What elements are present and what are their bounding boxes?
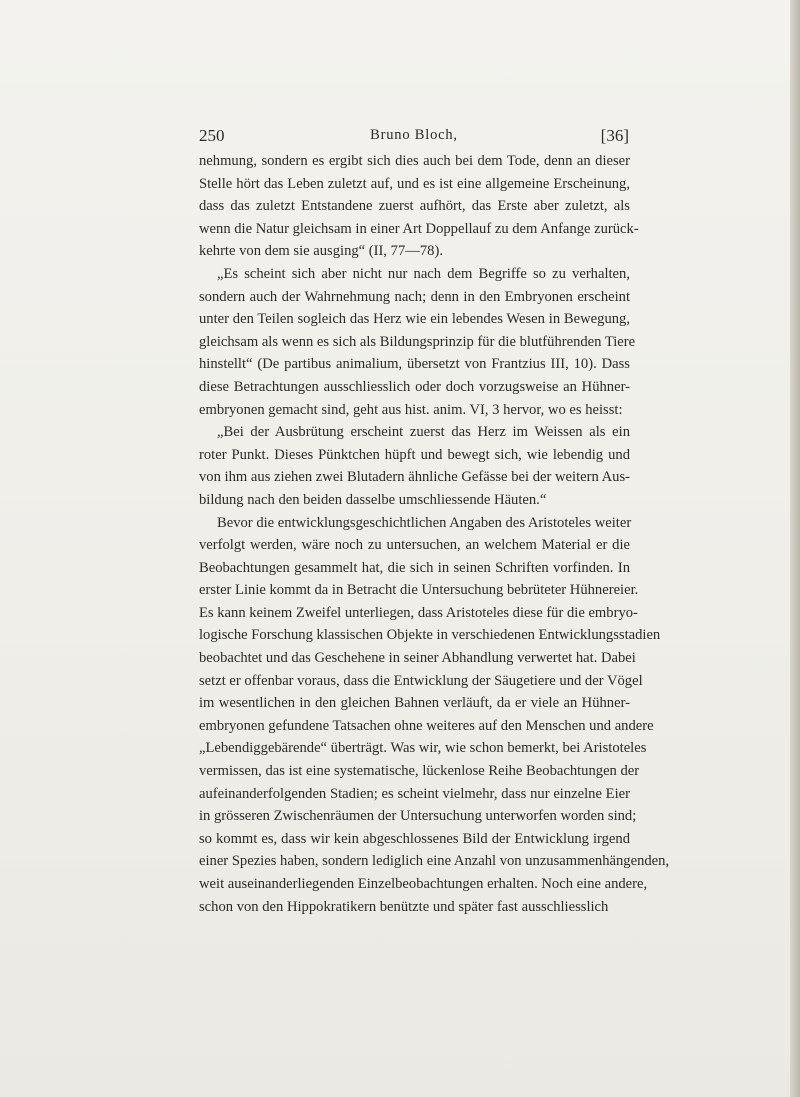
- text-line: Stelle hört das Leben zuletzt auf, und es ist eine allgemeine Erscheinung,: [199, 175, 630, 192]
- section-number: [36]: [600, 126, 629, 145]
- text-line: von ihm aus ziehen zwei Blutadern ähnliche Gefässe bei der weitern Aus-: [199, 469, 630, 486]
- text-line: beobachtet und das Geschehene in seiner Abhandlung verwertet hat. Dabei: [199, 650, 636, 667]
- text-line: hinstellt“ (De partibus animalium, übersetzt von Frantzius III, 10). Dass: [199, 356, 630, 373]
- text-line: erster Linie kommt da in Betracht die Untersuchung bebrüteter Hühnereier.: [199, 582, 639, 599]
- text-line: Bevor die entwicklungsgeschichtlichen Angaben des Aristoteles weiter: [217, 514, 632, 531]
- paragraph: [199, 150, 639, 263]
- body-text: [199, 150, 670, 918]
- text-line: logische Forschung klassischen Objekte in verschiedenen Entwicklungsstadien: [199, 627, 661, 644]
- text-line: bildung nach den beiden dasselbe umschliessende Häuten.“: [199, 491, 547, 508]
- running-head: [199, 126, 629, 150]
- text-line: kehrte von dem sie ausging“ (II, 77—78).: [199, 243, 443, 260]
- text-line: im wesentlichen in den gleichen Bahnen verläuft, da er viele an Hühner-: [199, 695, 630, 712]
- text-line: embryonen gefundene Tatsachen ohne weiteres auf den Menschen und andere: [199, 717, 654, 734]
- text-line: „Bei der Ausbrütung erscheint zuerst das Herz im Weissen als ein: [217, 424, 630, 441]
- text-line: embryonen gemacht sind, geht aus hist. anim. VI, 3 hervor, wo es heisst:: [199, 401, 623, 418]
- text-line: Beobachtungen gesammelt hat, die sich in seinen Schriften vorfinden. In: [199, 559, 630, 576]
- text-line: schon von den Hippokratikern benützte und später fast ausschliesslich: [199, 898, 609, 915]
- text-line: roter Punkt. Dieses Pünktchen hüpft und bewegt sich, wie lebendig und: [199, 446, 630, 463]
- text-line: wenn die Natur gleichsam in einer Art Doppellauf zu dem Anfange zurück-: [199, 220, 639, 237]
- text-line: diese Betrachtungen ausschliesslich oder doch vorzugsweise an Hühner-: [199, 378, 630, 395]
- text-line: nehmung, sondern es ergibt sich dies auch bei dem Tode, denn an dieser: [199, 153, 630, 169]
- text-line: „Es scheint sich aber nicht nur nach dem Begriffe so zu verhalten,: [217, 265, 630, 282]
- paragraph: [199, 512, 670, 919]
- text-line: unter den Teilen sogleich das Herz wie ein lebendes Wesen in Bewegung,: [199, 311, 630, 328]
- running-head-author: Bruno Bloch,: [370, 127, 458, 143]
- text-line: in grösseren Zwischenräumen der Untersuchung unterworfen worden sind;: [199, 808, 637, 825]
- text-line: weit auseinanderliegenden Einzelbeobachtungen erhalten. Noch eine andere,: [199, 876, 648, 892]
- text-line: gleichsam als wenn es sich als Bildungsprinzip für die blutführenden Tiere: [199, 333, 636, 350]
- text-line: vermissen, das ist eine systematische, lückenlose Reihe Beobachtungen der: [199, 763, 640, 780]
- text-line: so kommt es, dass wir kein abgeschlossenes Bild der Entwicklung irgend: [199, 830, 630, 847]
- text-line: aufeinanderfolgenden Stadien; es scheint vielmehr, dass nur einzelne Eier: [199, 785, 630, 802]
- text-line: einer Spezies haben, sondern lediglich eine Anzahl von unzusammenhängenden,: [199, 853, 670, 870]
- text-line: dass das zuletzt Entstandene zuerst aufhört, das Erste aber zuletzt, als: [199, 198, 630, 215]
- text-line: Es kann keinem Zweifel unterliegen, dass Aristoteles diese für die embryo-: [199, 604, 638, 621]
- text-line: verfolgt werden, wäre noch zu untersuchen, an welchem Material er die: [199, 537, 630, 554]
- page-number: 250: [199, 126, 225, 145]
- text-line: „Lebendiggebärende“ überträgt. Was wir, wie schon bemerkt, bei Aristoteles: [199, 740, 647, 757]
- paragraph: [199, 263, 636, 421]
- text-line: sondern auch der Wahrnehmung nach; denn in den Embryonen erscheint: [199, 288, 630, 305]
- text-line: setzt er offenbar voraus, dass die Entwicklung der Säugetiere und der Vögel: [199, 672, 643, 689]
- paragraph: [199, 421, 630, 511]
- page-edge-shadow: [790, 0, 800, 1097]
